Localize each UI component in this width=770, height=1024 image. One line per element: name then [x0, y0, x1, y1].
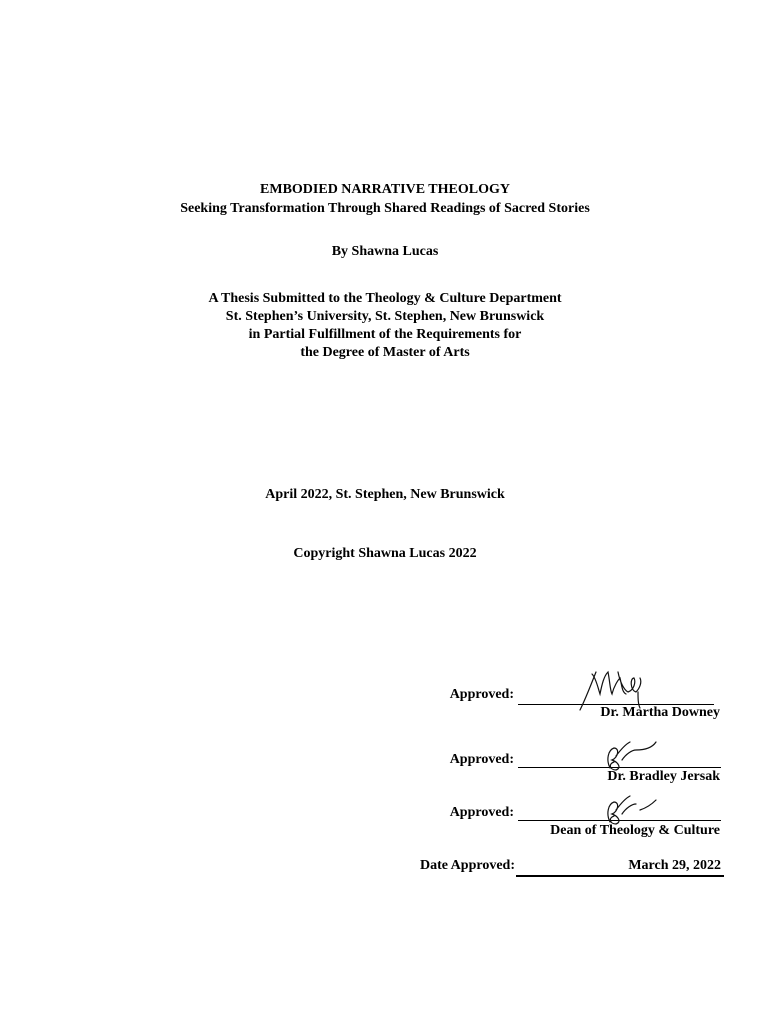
- date-approved-label: Date Approved:: [419, 858, 515, 873]
- author-line: By Shawna Lucas: [331, 244, 439, 259]
- date-approved-value: March 29, 2022: [628, 858, 721, 873]
- date-place-line: April 2022, St. Stephen, New Brunswick: [265, 487, 505, 502]
- approver-name-2: Dr. Bradley Jersak: [607, 769, 720, 784]
- submission-line-1: A Thesis Submitted to the Theology & Culture Department: [208, 291, 562, 306]
- approver-name-3: Dean of Theology & Culture: [550, 823, 720, 838]
- thesis-title: EMBODIED NARRATIVE THEOLOGY: [260, 182, 510, 197]
- submission-line-4: the Degree of Master of Arts: [300, 345, 470, 360]
- approval-label-3: Approved:: [449, 805, 514, 820]
- thesis-subtitle: Seeking Transformation Through Shared Readings of Sacred Stories: [180, 201, 590, 216]
- approver-name-1: Dr. Martha Downey: [600, 705, 720, 720]
- date-approved-line: [516, 875, 724, 877]
- submission-line-2: St. Stephen’s University, St. Stephen, New Brunswick: [225, 309, 545, 324]
- copyright-line: Copyright Shawna Lucas 2022: [293, 546, 477, 561]
- submission-line-3: in Partial Fulfillment of the Requirements for: [248, 327, 522, 342]
- approval-label-2: Approved:: [449, 752, 514, 767]
- approval-label-1: Approved:: [449, 687, 514, 702]
